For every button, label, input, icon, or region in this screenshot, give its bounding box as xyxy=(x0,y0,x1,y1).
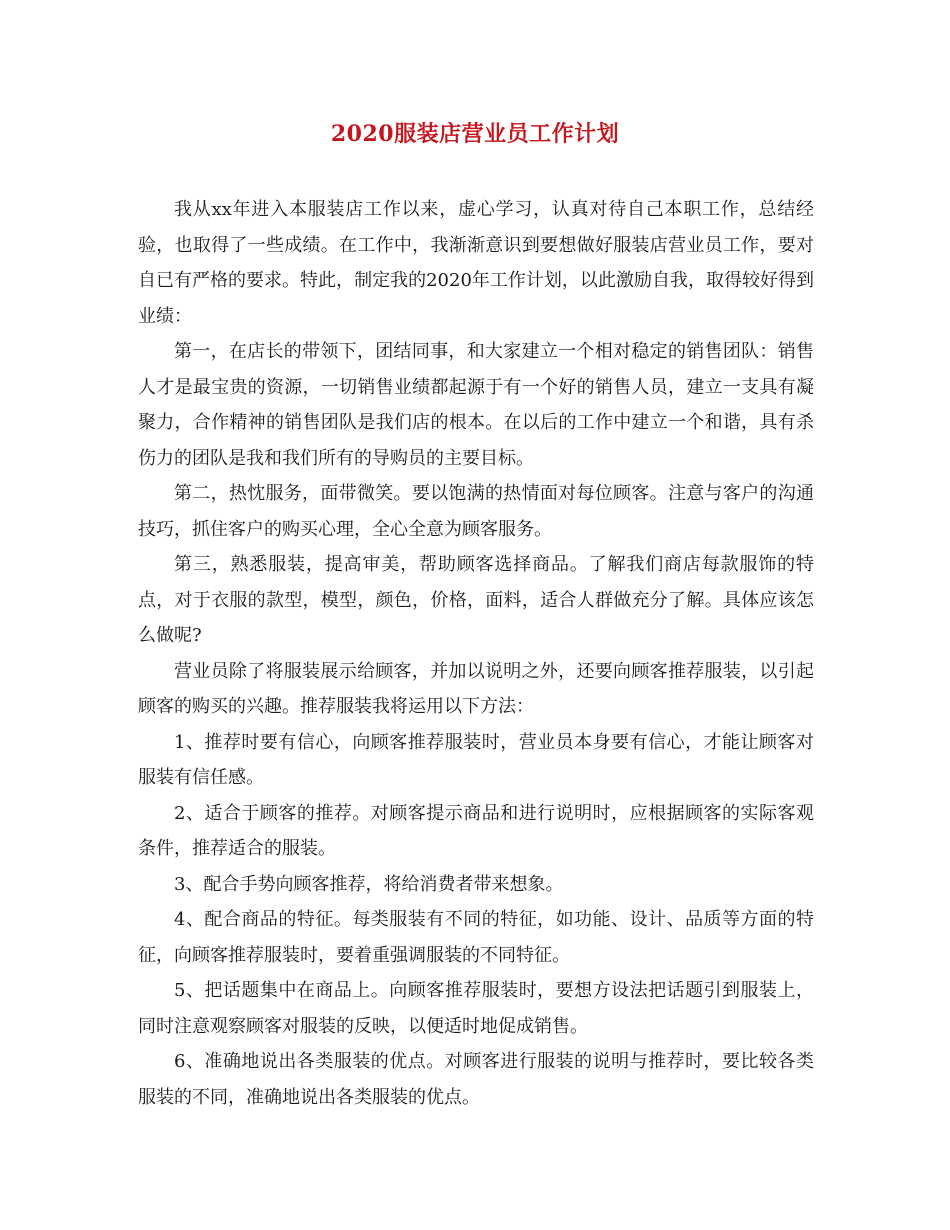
document-body xyxy=(138,192,814,1115)
paragraph-method-3: 3、配合手势向顾客推荐，将给消费者带来想象。 xyxy=(174,873,564,895)
paragraph-second-goal: 第二，热忱服务，面带微笑。要以饱满的热情面对每位顾客。注意与客户的沟通技巧，抓住客户的购买心理，全心全意为顾客服务。 xyxy=(138,483,814,540)
paragraph-intro: 我从xx年进入本服装店工作以来，虚心学习，认真对待自己本职工作，总结经验，也取得了一些成绩。在工作中，我渐渐意识到要想做好服装店营业员工作，要对自已有严格的要求。特此，制定我的2020年工作计划，以此激励自我，取得较好得到业绩： xyxy=(138,199,814,327)
paragraph-first-goal: 第一，在店长的带领下，团结同事，和大家建立一个相对稳定的销售团队：销售人才是最宝贵的资源，一切销售业绩都起源于有一个好的销售人员，建立一支具有凝聚力，合作精神的销售团队是我们店的根本。在以后的工作中建立一个和谐，具有杀伤力的团队是我和我们所有的导购员的主要目标。 xyxy=(138,341,814,469)
paragraph-method-5: 5、把话题集中在商品上。向顾客推荐服装时，要想方设法把话题引到服装上，同时注意观察顾客对服装的反映，以便适时地促成销售。 xyxy=(138,980,814,1037)
paragraph-method-1: 1、推荐时要有信心，向顾客推荐服装时，营业员本身要有信心，才能让顾客对服装有信任感。 xyxy=(138,731,814,788)
paragraph-method-2: 2、适合于顾客的推荐。对顾客提示商品和进行说明时，应根据顾客的实际客观条件，推荐适合的服装。 xyxy=(138,802,814,859)
paragraph-method-4: 4、配合商品的特征。每类服装有不同的特征，如功能、设计、品质等方面的特征，向顾客推荐服装时，要着重强调服装的不同特征。 xyxy=(138,909,814,966)
paragraph-methods-intro: 营业员除了将服装展示给顾客，并加以说明之外，还要向顾客推荐服装，以引起顾客的购买的兴趣。推荐服装我将运用以下方法： xyxy=(138,660,814,717)
paragraph-third-goal: 第三，熟悉服装，提高审美，帮助顾客选择商品。了解我们商店每款服饰的特点，对于衣服的款型，模型，颜色，价格，面料，适合人群做充分了解。具体应该怎么做呢? xyxy=(138,554,814,646)
document-title: 2020服装店营业员工作计划 xyxy=(330,121,620,147)
paragraph-method-6: 6、准确地说出各类服装的优点。对顾客进行服装的说明与推荐时，要比较各类服装的不同，准确地说出各类服装的优点。 xyxy=(138,1051,814,1108)
